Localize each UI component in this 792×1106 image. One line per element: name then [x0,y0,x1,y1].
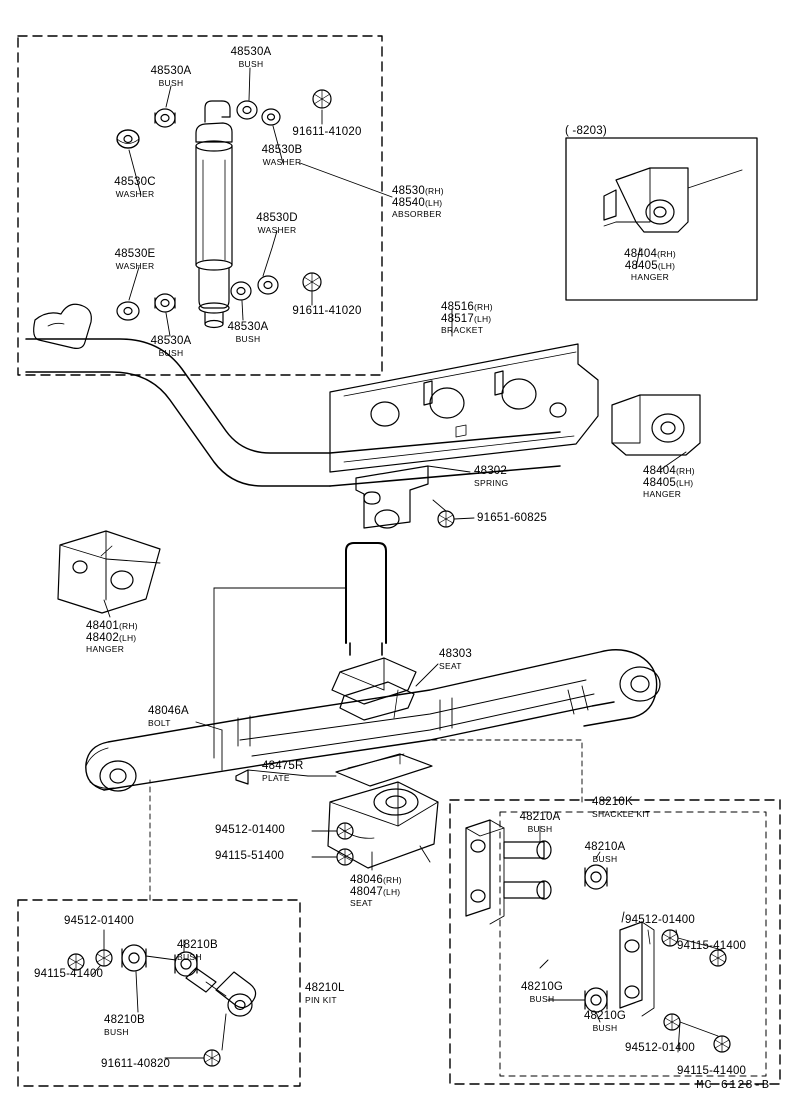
label-48530-absorber: 48530(RH) 48540(LH) ABSORBER [392,185,444,219]
label-48530b-washer: 48530B WASHER [261,144,303,167]
label-91611-41020-top: 91611-41020 [292,126,362,138]
label-94512-01400-shackle-2: 94512-01400 [625,1042,695,1054]
diagram-footer-code: MC 6128-B [696,1078,770,1092]
label-94115-41400-shackle-1: 94115-41400 [677,940,747,952]
label-48210b-bush-2: 48210B BUSH [104,1014,145,1037]
label-48401-hanger-left: 48401(RH) 48402(LH) HANGER [86,620,138,654]
label-94115-41400-shackle-2: 94115-41400 [677,1065,747,1077]
label-91611-40820: 91611-40820 [101,1058,171,1070]
label-48303-seat: 48303 SEAT [439,648,472,671]
label-48530e-washer: 48530E WASHER [114,248,156,271]
label-48516-bracket: 48516(RH) 48517(LH) BRACKET [441,301,493,335]
label-48404-hanger-8203: 48404(RH) 48405(LH) HANGER [624,248,676,282]
label-94512-01400-shackle-1: 94512-01400 [625,914,695,926]
label-94512-01400-seat: 94512-01400 [215,824,285,836]
label-91611-41020-bottom: 91611-41020 [292,305,362,317]
label-48046a-bolt: 48046A BOLT [148,705,189,728]
label-48046-seat: 48046(RH) 48047(LH) SEAT [350,874,402,908]
label-48530a-bottom-left: 48530A BUSH [150,335,192,358]
label-48475r-plate: 48475R PLATE [262,760,304,783]
label-48530d-washer: 48530D WASHER [256,212,298,235]
label-48210l-pin-kit: 48210L PIN KIT [305,982,345,1005]
label-48210a-bush-2: 48210A BUSH [584,841,626,864]
label-94115-51400-seat: 94115-51400 [215,850,285,862]
label-date-range-8203: ( -8203) [565,125,607,137]
label-48302-spring: 48302 SPRING [474,465,509,488]
label-48530a-top: 48530A BUSH [230,46,272,69]
label-48210a-bush-1: 48210A BUSH [519,811,561,834]
label-48210b-bush-1: 48210B BUSH [177,939,218,962]
label-48210g-bush-2: 48210G BUSH [583,1010,627,1033]
label-94512-01400-pin: 94512-01400 [64,915,134,927]
label-94115-41400-pin: 94115-41400 [34,968,104,980]
label-48530a-top-left: 48530A BUSH [150,65,192,88]
label-91651-60825: 91651-60825 [477,512,547,524]
label-48530c-washer: 48530C WASHER [114,176,156,199]
label-48530a-bottom: 48530A BUSH [227,321,269,344]
label-48210k-shackle-kit: 48210K SHACKLE KIT [592,796,651,819]
label-48404-hanger-right: 48404(RH) 48405(LH) HANGER [643,465,695,499]
label-48210g-bush-1: 48210G BUSH [520,981,564,1004]
